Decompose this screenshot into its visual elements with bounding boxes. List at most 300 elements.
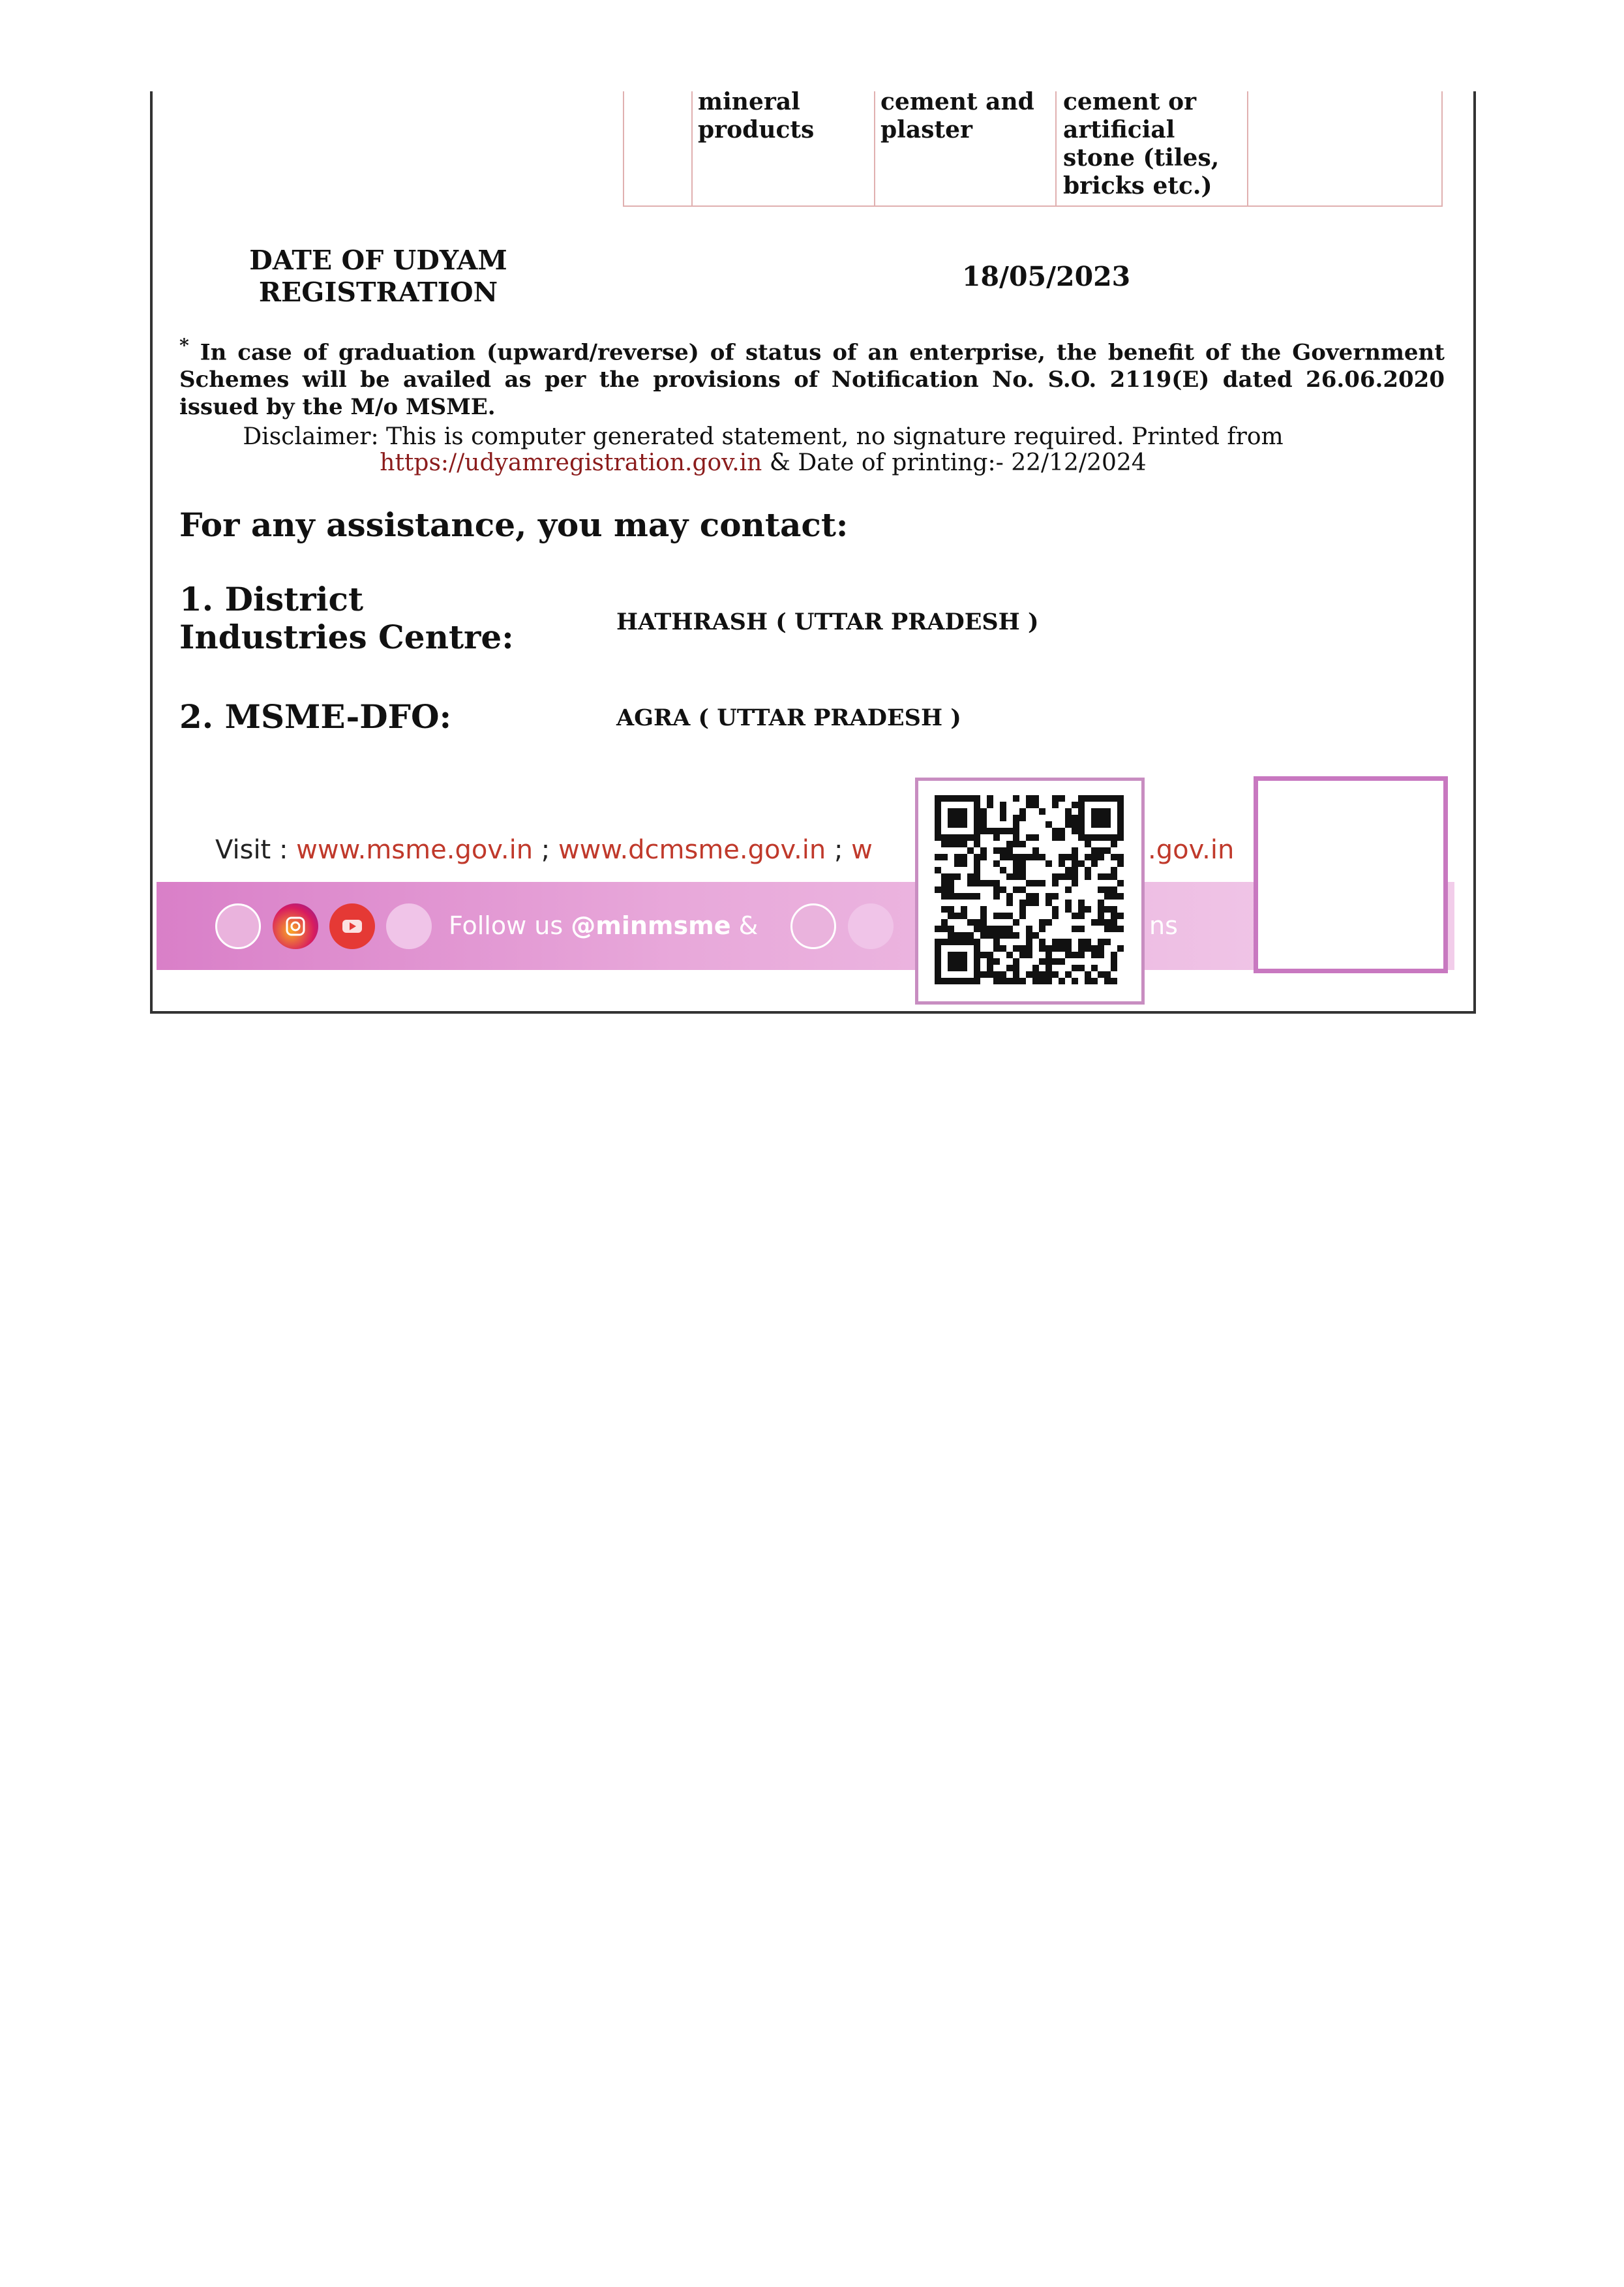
qr-module <box>1039 919 1045 926</box>
photo-placeholder <box>1254 776 1448 973</box>
qr-module <box>961 815 967 821</box>
qr-module <box>1045 945 1052 952</box>
qr-module <box>1098 945 1104 952</box>
qr-module <box>1091 860 1098 867</box>
qr-module <box>1019 900 1026 906</box>
qr-module <box>1091 978 1098 984</box>
qr-module <box>1085 971 1091 978</box>
third-link-end[interactable]: .gov.in <box>1148 835 1235 865</box>
follow-label: Follow us <box>449 911 564 940</box>
qr-module <box>1072 926 1078 932</box>
qr-module <box>1019 952 1026 958</box>
qr-module <box>1117 821 1124 828</box>
qr-module <box>1039 945 1045 952</box>
qr-module <box>941 834 948 841</box>
qr-module <box>1000 867 1006 873</box>
qr-module <box>935 802 941 808</box>
qr-module <box>1065 906 1072 913</box>
qr-module <box>948 815 954 821</box>
qr-module <box>1104 926 1111 932</box>
qr-module <box>1000 815 1006 821</box>
qr-module <box>1032 847 1039 854</box>
qr-module <box>993 932 1000 939</box>
note-text: In case of graduation (upward/reverse) of status of an enterprise, the benefit of the Government Schemes will be availed as per the provisions of Notification No. S.O. 2119(E) dated 26.06.2020 issued by the M/o MSME. <box>179 339 1445 421</box>
qr-module <box>1000 854 1006 860</box>
qr-module <box>948 893 954 900</box>
qr-module <box>993 847 1000 854</box>
qr-module <box>954 913 961 919</box>
qr-module <box>1006 854 1013 860</box>
qr-module <box>974 978 980 984</box>
qr-module <box>935 886 941 893</box>
twitter-icon[interactable] <box>848 903 894 949</box>
qr-module <box>974 971 980 978</box>
disclaimer-text: Disclaimer: This is computer generated statement, no signature required. Printed from <box>243 423 1284 450</box>
qr-module <box>1104 978 1111 984</box>
qr-module <box>987 795 993 802</box>
qr-module <box>1000 932 1006 939</box>
qr-module <box>948 821 954 828</box>
qr-module <box>1111 886 1117 893</box>
qr-module <box>1019 808 1026 815</box>
qr-module <box>967 795 974 802</box>
qr-module <box>1026 802 1032 808</box>
qr-module <box>1045 919 1052 926</box>
facebook-icon[interactable] <box>215 903 261 949</box>
qr-module <box>974 815 980 821</box>
qr-module <box>1045 893 1052 900</box>
qr-module <box>1013 978 1019 984</box>
qr-module <box>1013 873 1019 880</box>
qr-module <box>967 880 974 886</box>
qr-module <box>1052 939 1059 945</box>
qr-module <box>954 808 961 815</box>
qr-module <box>941 893 948 900</box>
qr-module <box>1059 939 1065 945</box>
qr-module <box>1006 965 1013 971</box>
qr-module <box>1078 945 1085 952</box>
qr-module <box>1078 906 1085 913</box>
qr-module <box>1026 952 1032 958</box>
qr-module <box>1006 932 1013 939</box>
qr-module <box>961 860 967 867</box>
qr-module <box>1104 834 1111 841</box>
qr-module <box>961 893 967 900</box>
qr-module <box>1032 932 1039 939</box>
qr-module <box>1013 886 1019 893</box>
qr-module <box>954 978 961 984</box>
qr-module <box>1072 828 1078 834</box>
qr-module <box>1104 821 1111 828</box>
qr-module <box>974 952 980 958</box>
qr-module <box>935 821 941 828</box>
qr-module <box>1052 880 1059 886</box>
qr-module <box>1032 880 1039 886</box>
qr-module <box>1098 939 1104 945</box>
qr-module <box>1013 815 1019 821</box>
qr-module <box>980 971 987 978</box>
qr-module <box>1006 847 1013 854</box>
qr-module <box>974 860 980 867</box>
follow-tail: ns <box>1149 911 1178 940</box>
qr-module <box>1111 873 1117 880</box>
qr-module <box>1013 860 1019 867</box>
qr-module <box>1091 965 1098 971</box>
qr-module <box>1111 919 1117 926</box>
qr-module <box>1019 886 1026 893</box>
dfo-value: AGRA ( UTTAR PRADESH ) <box>616 704 961 731</box>
qr-module <box>1091 795 1098 802</box>
qr-module <box>1032 893 1039 900</box>
qr-module <box>1013 854 1019 860</box>
qr-module <box>935 939 941 945</box>
qr-module <box>1045 821 1052 828</box>
qr-module <box>1039 978 1045 984</box>
qr-module <box>1098 900 1104 906</box>
qr-module <box>1059 860 1065 867</box>
visit-line <box>215 835 873 865</box>
qr-module <box>1078 913 1085 919</box>
qr-module <box>1052 958 1059 965</box>
qr-module <box>1032 854 1039 860</box>
qr-module <box>1117 913 1124 919</box>
qr-module <box>1065 971 1072 978</box>
qr-module <box>993 886 1000 893</box>
social-handle[interactable]: @minmsme <box>571 911 731 940</box>
qr-module <box>1019 815 1026 821</box>
qr-module <box>935 808 941 815</box>
qr-module <box>1019 854 1026 860</box>
qr-module <box>1000 808 1006 815</box>
qr-module <box>967 873 974 880</box>
qr-module <box>948 880 954 886</box>
qr-module <box>1039 939 1045 945</box>
qr-module <box>1000 828 1006 834</box>
qr-module <box>1013 945 1019 952</box>
qr-module <box>980 880 987 886</box>
qr-module <box>1072 821 1078 828</box>
qr-module <box>1085 978 1091 984</box>
qr-module <box>993 978 1000 984</box>
qr-module <box>948 939 954 945</box>
qr-module <box>935 815 941 821</box>
qr-module <box>974 808 980 815</box>
qr-module <box>1111 926 1117 932</box>
qr-module <box>1091 808 1098 815</box>
qr-module <box>993 971 1000 978</box>
qr-module <box>1072 965 1078 971</box>
qr-module <box>1065 900 1072 906</box>
dic-label: 1. District Industries Centre: <box>179 580 514 656</box>
qr-module <box>1019 945 1026 952</box>
qr-module <box>1117 828 1124 834</box>
qr-module <box>961 795 967 802</box>
qr-module <box>961 854 967 860</box>
qr-module <box>1026 854 1032 860</box>
qr-module <box>1091 847 1098 854</box>
qr-module <box>1013 965 1019 971</box>
qr-module <box>948 906 954 913</box>
qr-module <box>993 893 1000 900</box>
qr-module <box>935 945 941 952</box>
qr-module <box>1117 926 1124 932</box>
qr-module <box>1032 978 1039 984</box>
qr-module <box>1078 860 1085 867</box>
qr-module <box>941 919 948 926</box>
qr-module <box>1104 808 1111 815</box>
qr-module <box>935 828 941 834</box>
qr-module <box>1072 913 1078 919</box>
qr-module <box>1059 958 1065 965</box>
qr-module <box>1098 886 1104 893</box>
qr-module <box>974 880 980 886</box>
qr-module <box>1104 893 1111 900</box>
qr-module <box>1078 926 1085 932</box>
udyam-link[interactable]: https://udyamregistration.gov.in <box>380 449 762 476</box>
assistance-heading: For any assistance, you may contact: <box>179 506 849 544</box>
qr-module <box>941 886 948 893</box>
graduation-note <box>179 331 1445 421</box>
qr-module <box>1072 867 1078 873</box>
qr-module <box>1098 906 1104 913</box>
qr-module <box>1032 965 1039 971</box>
qr-module <box>1026 834 1032 841</box>
qr-module <box>1013 867 1019 873</box>
qr-module <box>1059 834 1065 841</box>
qr-module <box>948 978 954 984</box>
qr-module <box>954 841 961 847</box>
qr-module <box>1032 971 1039 978</box>
qr-module <box>1117 808 1124 815</box>
qr-module <box>1013 919 1019 926</box>
qr-module <box>935 867 941 873</box>
twitter-icon[interactable] <box>386 903 432 949</box>
qr-module <box>1006 913 1013 919</box>
third-link-start[interactable]: w <box>851 835 873 865</box>
qr-module <box>980 828 987 834</box>
qr-module <box>1091 952 1098 958</box>
qr-module <box>974 926 980 932</box>
qr-module <box>974 965 980 971</box>
qr-module <box>1104 886 1111 893</box>
qr-module <box>954 795 961 802</box>
qr-module <box>1072 873 1078 880</box>
qr-module <box>954 821 961 828</box>
qr-module <box>954 860 961 867</box>
qr-module <box>1117 795 1124 802</box>
qr-module <box>1111 893 1117 900</box>
qr-module <box>1039 854 1045 860</box>
qr-module <box>980 847 987 854</box>
qr-module <box>974 945 980 952</box>
msme-link[interactable]: www.msme.gov.in <box>296 835 534 865</box>
qr-module <box>1091 821 1098 828</box>
qr-module <box>1059 828 1065 834</box>
qr-module <box>1098 913 1104 919</box>
qr-module <box>948 932 954 939</box>
qr-module <box>974 802 980 808</box>
qr-module <box>993 926 1000 932</box>
qr-module <box>1085 873 1091 880</box>
qr-module <box>961 978 967 984</box>
qr-module <box>967 939 974 945</box>
qr-module <box>1085 795 1091 802</box>
qr-module <box>948 873 954 880</box>
qr-module <box>1078 815 1085 821</box>
qr-module <box>1000 802 1006 808</box>
qr-module <box>1065 815 1072 821</box>
qr-module <box>935 965 941 971</box>
qr-module <box>961 906 967 913</box>
qr-module <box>1013 821 1019 828</box>
qr-module <box>1072 802 1078 808</box>
qr-module <box>1052 802 1059 808</box>
qr-module <box>987 932 993 939</box>
qr-module <box>1065 886 1072 893</box>
qr-module <box>1032 900 1039 906</box>
qr-module <box>1045 965 1052 971</box>
qr-module <box>1026 932 1032 939</box>
qr-module <box>1111 906 1117 913</box>
qr-module <box>1000 971 1006 978</box>
qr-module <box>993 860 1000 867</box>
qr-module <box>1059 795 1065 802</box>
qr-module <box>961 952 967 958</box>
qr-module <box>1032 795 1039 802</box>
nic-cell-4digit: cement and plaster <box>880 88 1034 144</box>
qr-module <box>961 808 967 815</box>
qr-module <box>1019 978 1026 984</box>
qr-module <box>1104 873 1111 880</box>
qr-module <box>1013 958 1019 965</box>
qr-module <box>1091 919 1098 926</box>
instagram-icon[interactable] <box>273 903 318 949</box>
qr-module <box>1013 834 1019 841</box>
qr-module <box>1098 834 1104 841</box>
qr-module <box>941 795 948 802</box>
print-date: & Date of printing:- 22/12/2024 <box>769 449 1147 476</box>
qr-module <box>1117 815 1124 821</box>
qr-module <box>980 808 987 815</box>
qr-module <box>1065 867 1072 873</box>
qr-module <box>974 958 980 965</box>
qr-module <box>1072 854 1078 860</box>
qr-module <box>948 834 954 841</box>
qr-module <box>1072 880 1078 886</box>
qr-module <box>961 939 967 945</box>
qr-module <box>1026 893 1032 900</box>
qr-module <box>954 939 961 945</box>
dic-value: HATHRASH ( UTTAR PRADESH ) <box>616 609 1039 635</box>
qr-module <box>1117 880 1124 886</box>
qr-module <box>1111 958 1117 965</box>
qr-module <box>1000 978 1006 984</box>
qr-module <box>974 821 980 828</box>
qr-module <box>948 965 954 971</box>
qr-module <box>1117 802 1124 808</box>
qr-module <box>1026 880 1032 886</box>
qr-module <box>967 919 974 926</box>
qr-module <box>1078 802 1085 808</box>
qr-module <box>1078 939 1085 945</box>
facebook-icon[interactable] <box>790 903 836 949</box>
qr-module <box>980 913 987 919</box>
qr-module <box>1117 834 1124 841</box>
qr-module <box>1098 815 1104 821</box>
qr-module <box>1000 945 1006 952</box>
follow-amp: & <box>738 911 759 940</box>
qr-module <box>967 834 974 841</box>
qr-module <box>1117 945 1124 952</box>
qr-module <box>980 919 987 926</box>
disclaimer <box>215 424 1311 476</box>
dcmsme-link[interactable]: www.dcmsme.gov.in <box>558 835 826 865</box>
qr-module <box>967 847 974 854</box>
qr-module <box>1085 867 1091 873</box>
visit-label: Visit : <box>215 835 288 865</box>
qr-module <box>1117 860 1124 867</box>
qr-module <box>1091 854 1098 860</box>
qr-module <box>1045 958 1052 965</box>
qr-module <box>1013 971 1019 978</box>
qr-module <box>941 978 948 984</box>
qr-module <box>1019 860 1026 867</box>
qr-module <box>1052 971 1059 978</box>
dfo-label: 2. MSME-DFO: <box>179 697 452 736</box>
youtube-icon[interactable] <box>329 903 375 949</box>
qr-module <box>1111 841 1117 847</box>
qr-module <box>1104 971 1111 978</box>
qr-module <box>980 932 987 939</box>
qr-module <box>1052 795 1059 802</box>
qr-module <box>1045 952 1052 958</box>
qr-module <box>993 945 1000 952</box>
qr-module <box>987 958 993 965</box>
qr-module <box>980 821 987 828</box>
qr-module <box>948 913 954 919</box>
qr-module <box>1072 860 1078 867</box>
qr-module <box>1019 873 1026 880</box>
qr-module <box>935 926 941 932</box>
qr-module <box>1065 808 1072 815</box>
qr-module <box>1085 906 1091 913</box>
qr-module <box>1052 834 1059 841</box>
qr-module <box>1078 834 1085 841</box>
qr-module <box>1078 795 1085 802</box>
qr-module <box>1111 795 1117 802</box>
qr-module <box>961 841 967 847</box>
qr-module <box>941 906 948 913</box>
qr-module <box>1111 867 1117 873</box>
qr-module <box>974 919 980 926</box>
qr-module <box>1098 847 1104 854</box>
qr-module <box>935 834 941 841</box>
qr-module <box>974 854 980 860</box>
qr-module <box>993 880 1000 886</box>
qr-module <box>974 834 980 841</box>
qr-module <box>1098 919 1104 926</box>
qr-module <box>1013 841 1019 847</box>
qr-module <box>1019 841 1026 847</box>
qr-module <box>993 939 1000 945</box>
qr-module <box>1104 847 1111 854</box>
qr-module <box>1117 854 1124 860</box>
qr-module <box>1111 854 1117 860</box>
qr-module <box>974 893 980 900</box>
qr-module <box>1006 926 1013 932</box>
qr-module <box>1059 978 1065 984</box>
qr-module <box>987 880 993 886</box>
